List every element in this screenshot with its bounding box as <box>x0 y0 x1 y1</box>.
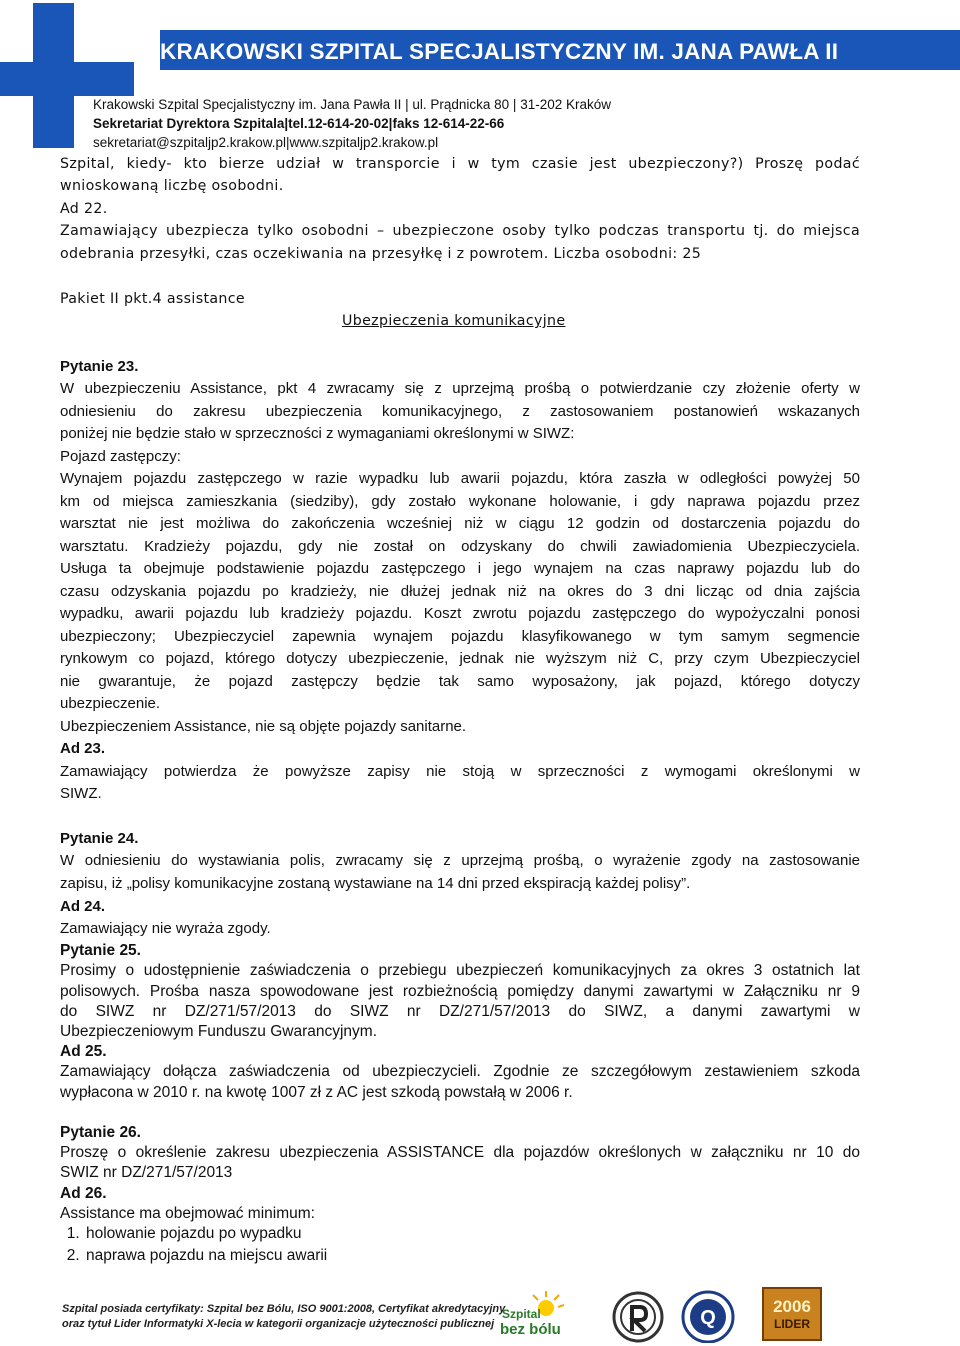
paragraph-line: ubezpieczony; Ubezpieczyciel zapewnia wynajem pojazdu klasyfikowanego w tym samym segmencie <box>60 628 860 645</box>
paragraph-line: czasu odzyskania pojazdu po kradzieży, nie dłużej jednak niż na okres do 3 dni licząc od dnia zajścia <box>60 583 860 600</box>
question-label: Pytanie 25. <box>60 942 141 959</box>
paragraph-line: Ubezpieczeniowym Funduszu Gwarancyjnym. <box>60 1023 378 1040</box>
assistance-list <box>60 1223 327 1267</box>
secretariat-email-web: sekretariat@szpitaljp2.krakow.pl|www.szpitaljp2.krakow.pl <box>93 135 439 150</box>
hospital-address: Krakowski Szpital Specjalistyczny im. Jana Pawła II | ul. Prądnicka 80 | 31-202 Kraków <box>93 97 611 112</box>
paragraph-line: W odniesieniu do wystawiania polis, zwracamy się z uprzejmą prośbą, o wyrażenie zgody na zastosowanie <box>60 852 860 869</box>
paragraph-line: ubezpieczenie. <box>60 695 161 712</box>
paragraph-line: Zamawiający potwierdza że powyższe zapisy nie stoją w sprzeczności z wymogami określonymi w <box>60 763 860 780</box>
paragraph-line: Pojazd zastępczy: <box>60 448 181 465</box>
paragraph-line: Zamawiający ubezpiecza tylko osobodni – ubezpieczone osoby tylko podczas transportu tj. do miejsca <box>60 223 860 239</box>
paragraph-line: warsztat nie jest możliwa do zakończenia wcześniej niż w ciągu 12 godzin od dostarczenia pojazdu do <box>60 515 860 532</box>
paragraph-line: Wynajem pojazdu zastępczego w razie wypadku lub awarii pojazdu, która zaszła w odległości powyżej 50 <box>60 470 860 487</box>
paragraph-line: Assistance ma obejmować minimum: <box>60 1205 315 1222</box>
paragraph-line: odebrania przesyłki, czas oczekiwania na przesyłkę i z powrotem. Liczba osobodni: 25 <box>60 246 702 262</box>
paragraph-line: Usługa ta obejmuje podstawienie pojazdu zastępczego i jego wynajem na czas naprawy pojazdu lub do <box>60 560 860 577</box>
lider-2006-badge <box>762 1287 822 1341</box>
answer-label: Ad 22. <box>60 201 108 217</box>
paragraph-line: Zamawiający dołącza zaświadczenia od ubezpieczycieli. Zgodnie ze szczegółowym zestawieniem szkoda <box>60 1063 860 1080</box>
answer-label: Ad 25. <box>60 1043 107 1060</box>
paragraph-line: Szpital, kiedy- kto bierze udział w transporcie i w tym czasie jest ubezpieczony?) Proszę podać <box>60 156 860 172</box>
accreditation-seal-icon <box>680 1287 736 1343</box>
quality-seal-icon <box>612 1287 664 1343</box>
paragraph-line: polisowych. Prośba nasza spowodowane jest rozbieżnością pomiędzy danymi zawartymi w Załączniku nr 9 <box>60 983 860 1000</box>
paragraph-line: poniżej nie będzie stało w sprzeczności z wymaganiami określonymi w SIWZ: <box>60 425 575 442</box>
svg-text:Q: Q <box>700 1307 716 1329</box>
answer-label: Ad 24. <box>60 898 106 915</box>
paragraph-line: W ubezpieczeniu Assistance, pkt 4 zwracamy się z uprzejmą prośbą o potwierdzanie czy złożenie oferty w <box>60 380 860 397</box>
question-label: Pytanie 24. <box>60 830 139 847</box>
paragraph-line: wypłacona w 2010 r. na kwotę 1007 zł z AC jest szkodą powstałą w 2006 r. <box>60 1084 573 1101</box>
paragraph-line: SWIZ nr DZ/271/57/2013 <box>60 1164 233 1181</box>
paragraph-line: warsztatu. Kradzieży pojazdu, gdy nie został on odzyskany do chwili zawiadomienia Ubezpieczyciela. <box>60 538 860 555</box>
badge-text: LIDER <box>774 1317 810 1331</box>
badge-year: 2006 <box>773 1297 811 1316</box>
paragraph-line: Zamawiający nie wyraża zgody. <box>60 920 271 937</box>
paragraph-line: zapisu, iż „polisy komunikacyjne zostaną wystawiane na 14 dni przed ekspiracją każdej polisy”. <box>60 875 691 892</box>
paragraph-line: Prosimy o udostępnienie zaświadczenia o przebiegu ubezpieczeń komunikacyjnych za okres 3 ostatnich lat <box>60 962 860 979</box>
logo-text: Szpital <box>502 1307 541 1321</box>
paragraph-line: km od miejsca zamieszkania (siedziby), gdy zostało wykonane holowanie, i gdy naprawa pojazdu przez <box>60 493 860 510</box>
list-item: 1. holowanie pojazdu po wypadku <box>84 1223 327 1245</box>
question-label: Pytanie 23. <box>60 358 139 375</box>
paragraph-line: wypadku, awarii pojazdu lub kradzieży pojazdu. Koszt zwrotu pojazdu zastępczego do wypożyczalni ponosi <box>60 605 860 622</box>
section-title: Ubezpieczenia komunikacyjne <box>342 313 566 329</box>
certificates-note: Szpital posiada certyfikaty: Szpital bez Bólu, ISO 9001:2008, Certyfikat akredytacyjny oraz tytuł Lider Informatyki X-lecia w kategorii organizacje użyteczności publicznej <box>62 1303 506 1330</box>
paragraph-line: wnioskowaną liczbę osobodni. <box>60 178 284 194</box>
secretariat-contact: Sekretariat Dyrektora Szpitala|tel.12-614-20-02|faks 12-614-22-66 <box>93 116 505 131</box>
paragraph-line: odniesieniu do zakresu ubezpieczenia komunikacyjnego, z zastosowaniem postanowień wskazanych <box>60 403 860 420</box>
list-item: 2. naprawa pojazdu na miejscu awarii <box>84 1245 327 1267</box>
answer-label: Ad 26. <box>60 1185 107 1202</box>
package-label: Pakiet II pkt.4 assistance <box>60 291 245 307</box>
paragraph-line: Proszę o określenie zakresu ubezpieczenia ASSISTANCE dla pojazdów określonych w załączniku nr 10 do <box>60 1144 860 1161</box>
paragraph-line: do SIWZ nr DZ/271/57/2013 do SIWZ nr DZ/271/57/2013 do SIWZ, a danymi zawartymi w <box>60 1003 860 1020</box>
szpital-bez-bolu-logo <box>498 1291 578 1341</box>
paragraph-line: Ubezpieczeniem Assistance, nie są objęte pojazdy sanitarne. <box>60 718 467 735</box>
paragraph-line: SIWZ. <box>60 785 102 802</box>
answer-label: Ad 23. <box>60 740 106 757</box>
paragraph-line: nie gwarantuje, że pojazd zastępczy będzie tak samo wyposażony, jak pojazd, którego dotyczy <box>60 673 860 690</box>
hospital-name-banner: KRAKOWSKI SZPITAL SPECJALISTYCZNY IM. JANA PAWŁA II <box>160 39 839 64</box>
logo-text: bez bólu <box>500 1321 561 1338</box>
question-label: Pytanie 26. <box>60 1124 141 1141</box>
paragraph-line: rynkowym co pojazd, którego dotyczy ubezpieczenie, jednak nie wyższym niż C, przy czym Ubezpieczyciel <box>60 650 860 667</box>
